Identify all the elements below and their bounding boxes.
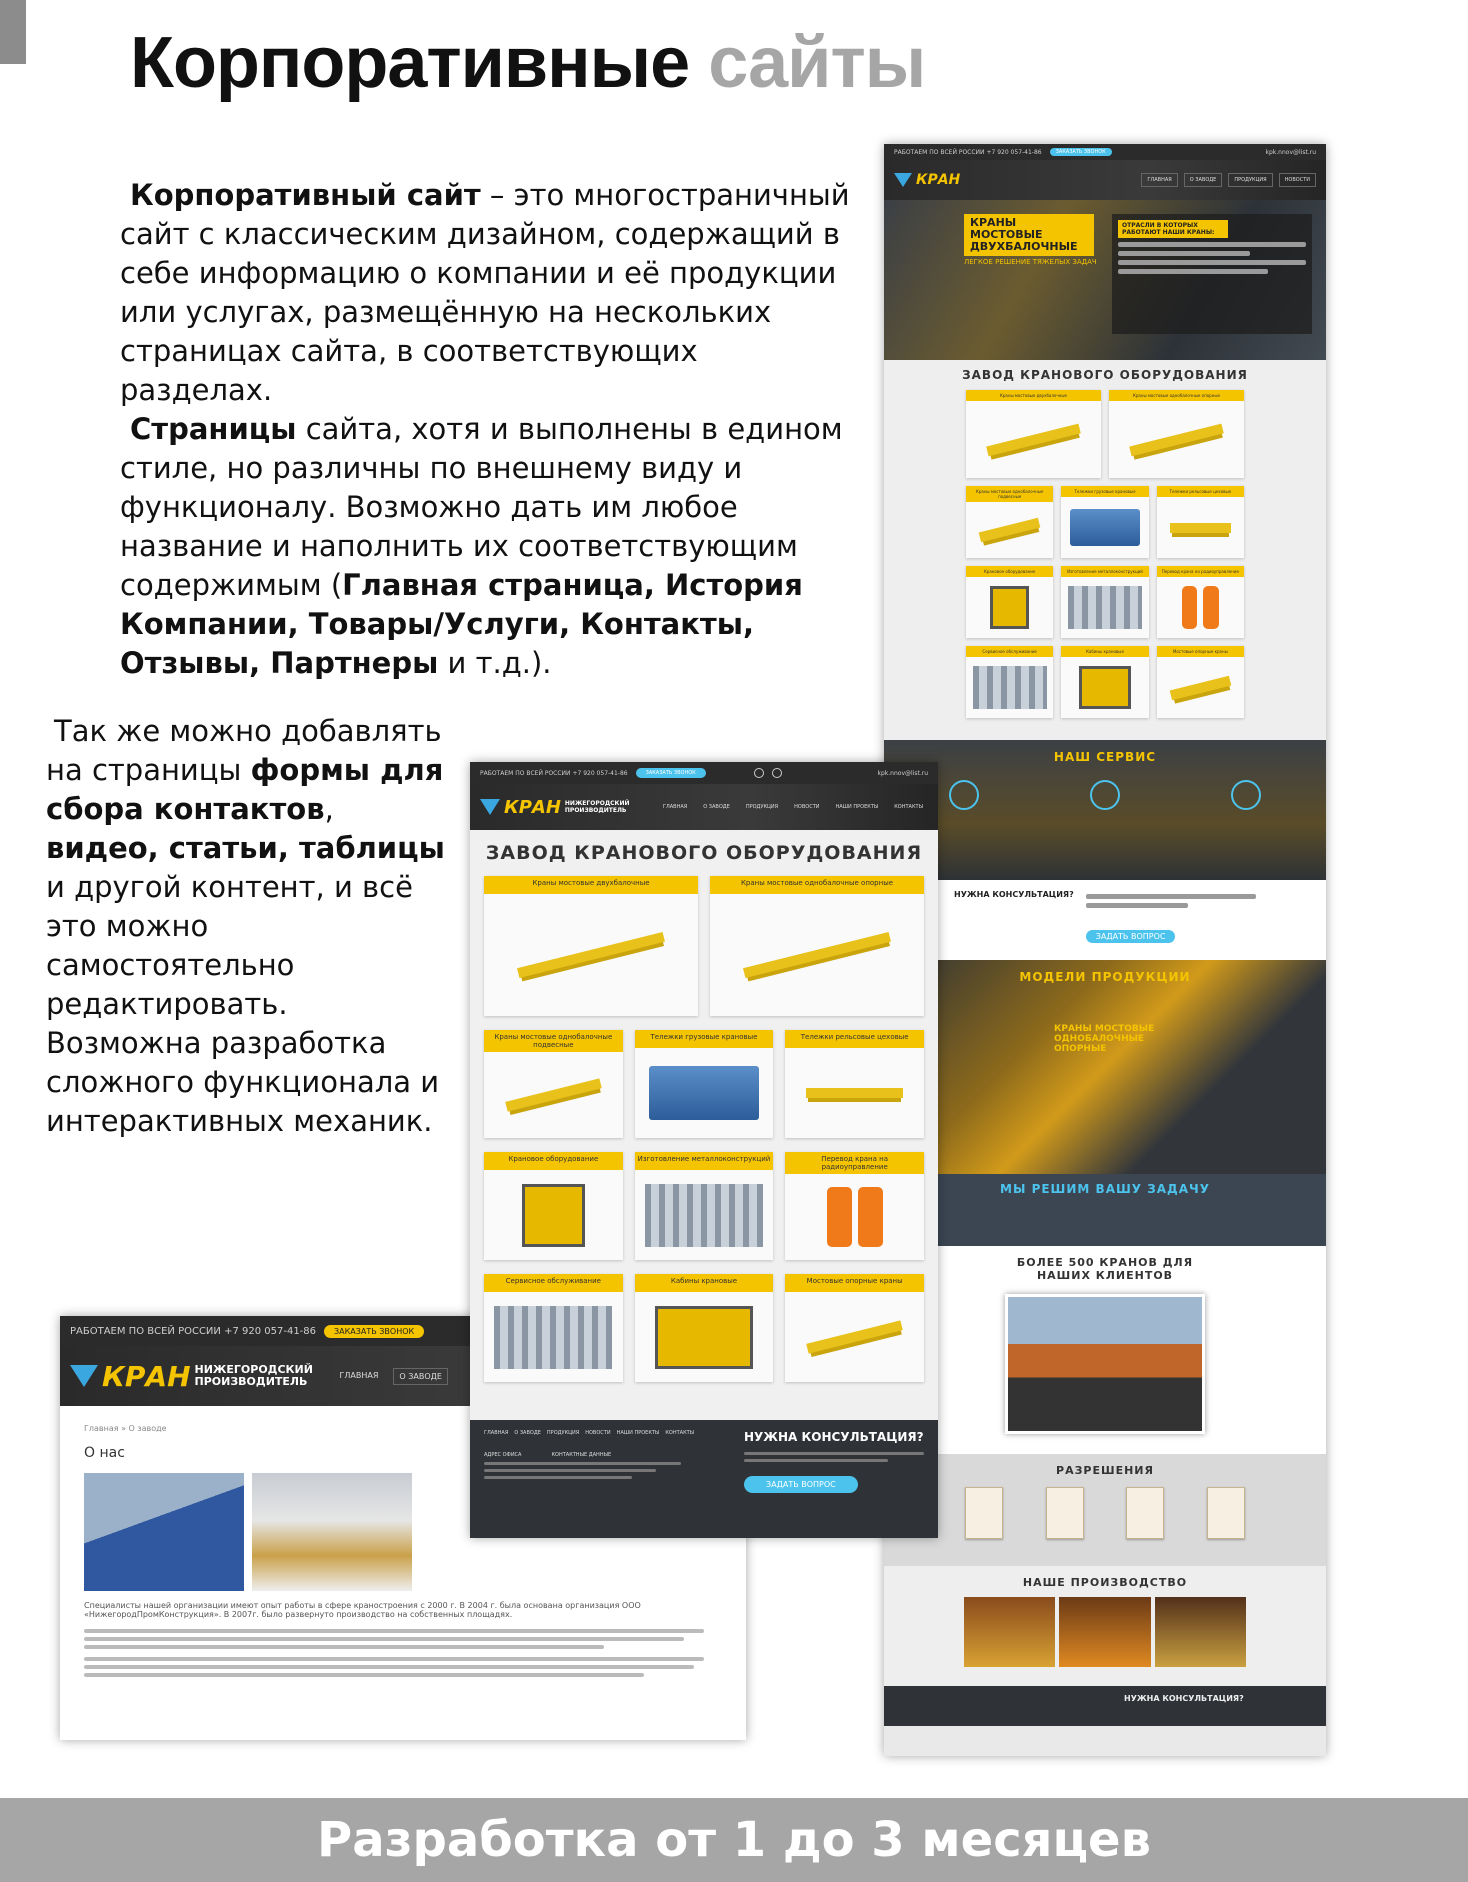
card-caption: Краны мостовые однобалочные подвесные (484, 1030, 623, 1052)
pages-text: сайта, хотя и выполнены в едином стиле, но различны по внешнему виду и функционалу. Возможно дать им любое название и наполнить их соответствующим содержимым ( (120, 412, 843, 602)
card-caption: Тележки рельсовые цеховые (785, 1030, 924, 1048)
product-card (1157, 566, 1244, 638)
card-caption: Мостовые опорные краны (785, 1274, 924, 1292)
certificate-image (1207, 1487, 1245, 1539)
pages-term: Страницы (130, 412, 297, 446)
card-caption: Краны мостовые однобалочные подвесные (966, 486, 1053, 502)
card-image (966, 657, 1053, 718)
mp-email: kpk.nnov@list.ru (877, 769, 928, 777)
rs-service-title: НАШ СЕРВИС (1053, 750, 1157, 764)
card-image (635, 1170, 774, 1260)
mp-nav-item: КОНТАКТЫ (894, 804, 923, 810)
product-card (1157, 646, 1244, 718)
mp-footer-line (744, 1452, 924, 1455)
remote-image (1182, 586, 1198, 629)
title-main: Корпоративные (130, 23, 690, 103)
mp-grid-row (484, 1274, 924, 1382)
product-card (484, 1274, 623, 1382)
product-card (966, 646, 1053, 718)
service-image (494, 1306, 612, 1369)
side-t1: Так же можно добавлять на страницы (46, 714, 442, 787)
crane-image (979, 518, 1041, 542)
mp-footer-line (484, 1469, 656, 1472)
about-nav-item: О ЗАВОДЕ (393, 1368, 448, 1385)
card-caption: Краны мостовые однобалочные опорные (710, 876, 924, 894)
metal-image (1068, 586, 1142, 629)
rs-service (884, 740, 1326, 880)
logo-triangle-icon (480, 799, 500, 815)
remote-image (858, 1187, 883, 1247)
card-caption: Тележки рельсовые цеховые (1157, 486, 1244, 497)
product-card (1061, 566, 1148, 638)
intro-paragraph-1 (120, 176, 850, 410)
breadcrumb: Главная » О заводе (84, 1424, 167, 1433)
rs-permits (884, 1454, 1326, 1566)
rs-hero-tag: ЛЕГКОЕ РЕШЕНИЕ ТЯЖЕЛЫХ ЗАДАЧ (964, 258, 1097, 266)
production-photo (964, 1597, 1055, 1667)
rs-nav-item: НОВОСТИ (1279, 173, 1316, 187)
card-image (1061, 497, 1148, 558)
about-nav (335, 1368, 448, 1385)
instagram-icon (772, 768, 782, 778)
crane-image (1129, 423, 1223, 456)
rs-logo (894, 172, 960, 188)
product-card (966, 390, 1101, 478)
product-card (785, 1274, 924, 1382)
rs-clients (884, 1246, 1326, 1454)
rs-service-icons (894, 780, 1316, 810)
card-caption: Кабины крановые (635, 1274, 774, 1292)
mp-footer-nav-item: НАШИ ПРОЕКТЫ (616, 1430, 660, 1436)
card-caption: Краны мостовые двухбалочные (484, 876, 698, 894)
card-image (1157, 657, 1244, 718)
trolley-image (806, 1088, 903, 1098)
card-caption: Тележки грузовые крановые (1061, 486, 1148, 497)
rs-task-title: МЫ РЕШИМ ВАШУ ЗАДАЧУ (1000, 1182, 1210, 1196)
screenshot-products-page (470, 762, 938, 1538)
mp-nav (658, 801, 928, 813)
rs-grid-row (896, 486, 1314, 558)
rs-nav-item: ГЛАВНАЯ (1141, 173, 1177, 187)
mp-nav-item: ГЛАВНАЯ (662, 804, 688, 810)
rs-hero-title: КРАНЫ МОСТОВЫЕ ДВУХБАЛОЧНЫЕ (964, 214, 1094, 256)
screenshot-home-page (884, 144, 1326, 1756)
card-image (484, 1052, 623, 1138)
about-line (84, 1673, 644, 1677)
side-paragraph (46, 712, 446, 1141)
about-text: Специалисты нашей организации имеют опыт работы в сфере краностроения с 2000 г. В 2004 г. была основана организация ООО «НижегородПромКонструкция». В 2007г. было развернуто производство на собственных площадях. (84, 1601, 641, 1619)
card-image (1061, 577, 1148, 638)
rs-grid-row (896, 390, 1314, 478)
rs-production-title: НАШЕ ПРОИЗВОДСТВО (1022, 1576, 1188, 1589)
mp-footer-info (484, 1452, 730, 1458)
service-icon (949, 780, 979, 810)
equipment-image (522, 1184, 584, 1247)
mp-nav-item: О ЗАВОДЕ (703, 804, 730, 810)
rs-hero (884, 200, 1326, 360)
mp-factory-title: ЗАВОД КРАНОВОГО ОБОРУДОВАНИЯ (485, 842, 923, 864)
card-image (484, 1292, 623, 1382)
rs-task (884, 1174, 1326, 1246)
rs-nav-item: О ЗАВОДЕ (1184, 173, 1223, 187)
rs-ask-button: ЗАДАТЬ ВОПРОС (1086, 930, 1176, 943)
mp-footer-line (484, 1476, 632, 1479)
rs-consult (884, 880, 1326, 960)
trolley-image (1070, 509, 1140, 546)
rs-grid-row (896, 566, 1314, 638)
crane-image (986, 423, 1080, 456)
crane-image (517, 932, 665, 978)
rs-production (884, 1566, 1326, 1686)
side-t3: и другой контент, и всё это можно самостоятельно редактировать. Возможна разработка сложного функционала и интерактивных механик. (46, 870, 440, 1138)
about-photo (252, 1473, 412, 1591)
mp-footer-nav-item: КОНТАКТЫ (665, 1430, 695, 1436)
mp-footer-consult (744, 1430, 924, 1528)
service-image (973, 666, 1047, 709)
rs-clients-title: БОЛЕЕ 500 КРАНОВ ДЛЯ НАШИХ КЛИЕНТОВ (1016, 1256, 1194, 1282)
mp-footer-nav-item: О ЗАВОДЕ (514, 1430, 541, 1436)
rs-topbar (884, 144, 1326, 160)
card-caption: Крановое оборудование (484, 1152, 623, 1170)
card-image (710, 894, 924, 1016)
production-photo (1059, 1597, 1150, 1667)
mp-factory (470, 830, 938, 1394)
address-label: АДРЕС ОФИСА (484, 1452, 522, 1458)
card-caption: Перевод крана на радиоуправление (785, 1152, 924, 1174)
card-image (966, 577, 1053, 638)
mp-footer-nav-item: НОВОСТИ (585, 1430, 611, 1436)
rs-hero-panel (1112, 214, 1312, 334)
about-line (84, 1637, 684, 1641)
card-image (484, 894, 698, 1016)
rs-consult-form (1086, 890, 1256, 950)
product-card (484, 1030, 623, 1138)
intro-text (120, 176, 850, 683)
production-photo (1155, 1597, 1246, 1667)
product-card (484, 1152, 623, 1260)
card-image (1109, 401, 1244, 478)
product-card (484, 876, 698, 1016)
about-line (84, 1657, 704, 1661)
about-phone: РАБОТАЕМ ПО ВСЕЙ РОССИИ +7 920 057-41-86 (70, 1325, 317, 1337)
service-icon (1090, 780, 1120, 810)
product-card (710, 876, 924, 1016)
mp-header (470, 784, 938, 830)
product-card (785, 1030, 924, 1138)
card-caption: Краны мостовые двухбалочные (966, 390, 1101, 401)
rs-line (1118, 242, 1306, 247)
mp-footer-left (484, 1430, 730, 1528)
card-image (484, 1170, 623, 1260)
about-photo (84, 1473, 244, 1591)
service-icon (1231, 780, 1261, 810)
about-line (84, 1665, 694, 1669)
card-image (1157, 577, 1244, 638)
mp-footer-line (744, 1459, 888, 1462)
rs-factory-title: ЗАВОД КРАНОВОГО ОБОРУДОВАНИЯ (962, 368, 1248, 382)
certificate-image (1046, 1487, 1084, 1539)
title-accent: сайты (708, 23, 926, 103)
contacts-label: КОНТАКТНЫЕ ДАННЫЕ (551, 1452, 612, 1458)
mp-logo-sub: НИЖЕГОРОДСКИЙ ПРОИЗВОДИТЕЛЬ (564, 800, 630, 814)
about-logo (70, 1359, 313, 1393)
pages-end: и т.д.). (438, 646, 552, 680)
rs-line (1086, 903, 1188, 908)
mp-footer-nav-item: ГЛАВНАЯ (484, 1430, 509, 1436)
side-b2: видео, статьи, таблицы (46, 831, 445, 865)
mp-footer-nav (484, 1430, 730, 1436)
crane-image (505, 1078, 602, 1111)
intro-paragraph-2 (120, 410, 850, 683)
crane-image (743, 932, 891, 978)
mp-consult-title: НУЖНА КОНСУЛЬТАЦИЯ? (744, 1430, 924, 1444)
rs-certs (894, 1477, 1316, 1549)
mp-footer (470, 1420, 938, 1538)
product-card (635, 1152, 774, 1260)
card-image (966, 502, 1053, 558)
card-image (635, 1292, 774, 1382)
crane-image (1169, 675, 1231, 699)
card-image (1061, 657, 1148, 718)
rs-header (884, 160, 1326, 200)
about-nav-item: ГЛАВНАЯ (339, 1370, 379, 1380)
side-text (46, 712, 446, 1141)
rs-production-photos (894, 1589, 1316, 1675)
cabin-image (1079, 666, 1131, 709)
footer-banner: Разработка от 1 до 3 месяцев (0, 1798, 1468, 1882)
side-b1: формы для сбора контактов (46, 753, 444, 826)
about-title: О нас (84, 1445, 125, 1461)
mp-phone: РАБОТАЕМ ПО ВСЕЙ РОССИИ +7 920 057-41-86 (480, 769, 628, 777)
metal-image (645, 1184, 763, 1247)
crane-image (806, 1320, 903, 1353)
product-card (966, 566, 1053, 638)
card-caption: Изготовление металлоконструкций (635, 1152, 774, 1170)
remote-image (1203, 586, 1219, 629)
card-image (966, 401, 1101, 478)
rs-factory (884, 360, 1326, 740)
card-caption: Сервисное обслуживание (484, 1274, 623, 1292)
rs-nav-item: ПРОДУКЦИЯ (1228, 173, 1272, 187)
rs-phone: РАБОТАЕМ ПО ВСЕЙ РОССИИ +7 920 057-41-86 (894, 148, 1042, 156)
mp-call-button: ЗАКАЗАТЬ ЗВОНОК (636, 768, 706, 778)
product-card (635, 1030, 774, 1138)
rs-line (1118, 269, 1268, 274)
mp-ask-button: ЗАДАТЬ ВОПРОС (744, 1476, 858, 1493)
rs-nav (1141, 173, 1316, 187)
logo-triangle-icon (70, 1365, 98, 1387)
card-caption: Краны мостовые однобалочные опорные (1109, 390, 1244, 401)
product-card (785, 1152, 924, 1260)
card-caption: Сервисное обслуживание (966, 646, 1053, 657)
rs-consult-title: НУЖНА КОНСУЛЬТАЦИЯ? (954, 890, 1074, 899)
rs-hero-side-title: ОТРАСЛИ В КОТОРЫХ РАБОТАЮТ НАШИ КРАНЫ: (1118, 220, 1228, 238)
rs-permits-title: РАЗРЕШЕНИЯ (1056, 1464, 1154, 1477)
mp-nav-item: ПРОДУКЦИЯ (745, 804, 779, 810)
card-image (785, 1292, 924, 1382)
side-t2: , (324, 792, 334, 826)
intro-term: Корпоративный сайт (130, 178, 481, 212)
mp-grid-row (484, 1152, 924, 1260)
card-caption: Изготовление металлоконструкций (1061, 566, 1148, 577)
rs-call-button: ЗАКАЗАТЬ ЗВОНОК (1050, 148, 1112, 156)
mp-nav-item: НОВОСТИ (794, 804, 820, 810)
about-call-button: ЗАКАЗАТЬ ЗВОНОК (324, 1325, 424, 1338)
remote-image (827, 1187, 852, 1247)
mp-logo (480, 797, 635, 818)
intro-definition: – это многостраничный сайт с классическим дизайном, содержащий в себе информацию о компании и её продукции или услугах, размещённую на нескольких страницах сайта, в соответствующих разделах. (120, 178, 850, 407)
client-photo (1005, 1294, 1205, 1434)
mp-footer-line (484, 1462, 681, 1465)
logo-triangle-icon (894, 173, 912, 187)
trolley-image (1170, 523, 1231, 533)
card-image (635, 1048, 774, 1138)
about-line (84, 1645, 604, 1649)
about-logo-text: КРАН (102, 1359, 191, 1393)
rs-models-title: МОДЕЛИ ПРОДУКЦИИ (1019, 970, 1191, 984)
about-line (84, 1629, 704, 1633)
mp-footer-nav-item: ПРОДУКЦИЯ (546, 1430, 580, 1436)
card-image (785, 1048, 924, 1138)
product-card (1157, 486, 1244, 558)
certificate-image (965, 1487, 1003, 1539)
card-caption: Кабины крановые (1061, 646, 1148, 657)
certificate-image (1126, 1487, 1164, 1539)
card-caption: Мостовые опорные краны (1157, 646, 1244, 657)
about-logo-sub: НИЖЕГОРОДСКИЙ ПРОИЗВОДИТЕЛЬ (194, 1363, 313, 1388)
mp-topbar (470, 762, 938, 784)
rs-email: kpk.nnov@list.ru (1265, 148, 1316, 156)
mp-nav-item: НАШИ ПРОЕКТЫ (835, 804, 879, 810)
rs-line (1118, 260, 1306, 265)
rs-models (884, 960, 1326, 1174)
card-image (1157, 497, 1244, 558)
rs-grid-row (896, 646, 1314, 718)
rs-logo-text: КРАН (916, 172, 961, 188)
card-caption: Перевод крана на радиоуправление (1157, 566, 1244, 577)
mp-logo-text: КРАН (504, 796, 561, 818)
product-card (1109, 390, 1244, 478)
product-card (1061, 486, 1148, 558)
card-caption: Крановое оборудование (966, 566, 1053, 577)
trolley-image (649, 1066, 760, 1120)
equipment-image (990, 586, 1029, 629)
pages-list: Главная страница, История Компании, Товары/Услуги, Контакты, Отзывы, Партнеры (120, 568, 803, 680)
mp-grid-row (484, 876, 924, 1016)
product-card (966, 486, 1053, 558)
card-caption: Тележки грузовые крановые (635, 1030, 774, 1048)
card-image (785, 1174, 924, 1260)
rs-line (1086, 894, 1256, 899)
product-card (1061, 646, 1148, 718)
product-card (635, 1274, 774, 1382)
rs-model-name: КРАНЫ МОСТОВЫЕ ОДНОБАЛОЧНЫЕ ОПОРНЫЕ (1054, 1024, 1155, 1054)
mp-grid-row (484, 1030, 924, 1138)
cabin-image (655, 1306, 752, 1369)
vk-icon (754, 768, 764, 778)
rs-line (1118, 251, 1250, 256)
page-title (130, 22, 925, 104)
rs-footer-consult: НУЖНА КОНСУЛЬТАЦИЯ? (884, 1686, 1326, 1726)
corner-accent (0, 0, 26, 64)
